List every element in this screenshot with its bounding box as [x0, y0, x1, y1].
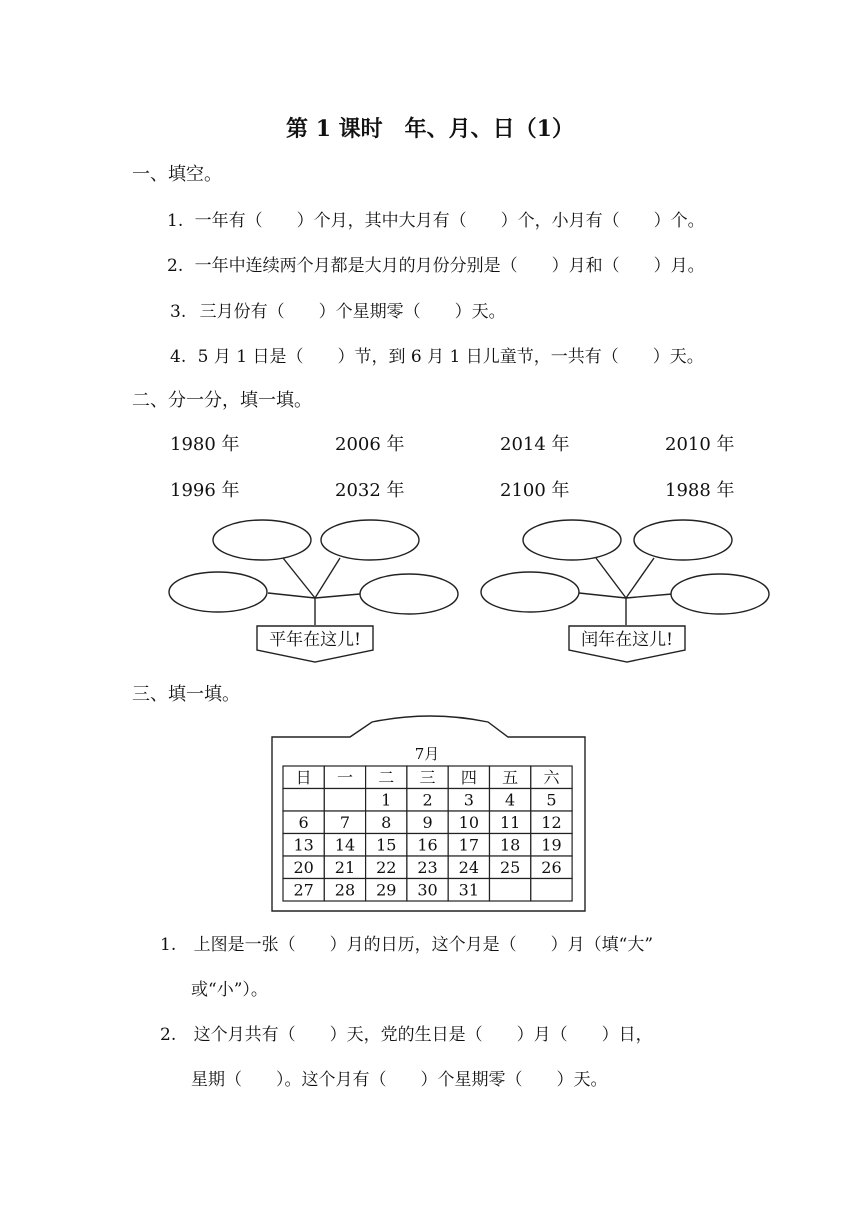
section-3-heading: 三、填一填。	[132, 684, 240, 705]
calendar-day: 3	[463, 790, 474, 810]
question-3-1	[160, 930, 653, 955]
calendar-day-cell	[283, 789, 324, 812]
calendar-day: 20	[293, 858, 314, 877]
calendar-day: 29	[376, 880, 397, 900]
year-item: 2006 年	[335, 434, 405, 455]
calendar-day-cell	[490, 879, 531, 902]
calendar-day: 25	[499, 858, 521, 877]
calendar-weekday: 一	[336, 768, 353, 787]
calendar-day: 21	[334, 858, 356, 877]
question-3-1-continued: 或“小”）。	[191, 980, 268, 1000]
section-1-heading: 一、填空。	[132, 164, 222, 185]
calendar-day: 11	[499, 813, 521, 832]
page-title: 第 1 课时 年、月、日（1）	[286, 116, 574, 142]
calendar-day: 13	[293, 835, 314, 855]
calendar-day: 9	[422, 813, 433, 832]
calendar-day: 30	[417, 880, 438, 900]
year-item: 2100 年	[500, 480, 570, 501]
calendar-day: 10	[458, 813, 480, 832]
year-item: 2032 年	[335, 480, 405, 501]
calendar-weekday: 日	[295, 768, 312, 787]
calendar-weekday: 六	[543, 768, 560, 787]
calendar-month: 7月	[414, 745, 440, 763]
question-number: 3.	[170, 302, 187, 322]
calendar-day: 31	[458, 880, 480, 900]
calendar-day: 24	[458, 858, 480, 877]
year-item: 1980 年	[170, 434, 240, 455]
calendar-day: 19	[541, 835, 562, 855]
leap-year-label: 闰年在这儿!	[581, 630, 673, 650]
question-number: 4.	[170, 347, 187, 367]
year-item: 2010 年	[665, 434, 735, 455]
question-number: 1.	[167, 211, 184, 231]
question-number: 2.	[160, 1025, 177, 1045]
calendar-weekday: 五	[502, 768, 519, 787]
calendar-day: 17	[458, 835, 480, 855]
calendar-day: 14	[334, 835, 356, 855]
question-3-2-continued: 星期（ ）。这个月有（ ）个星期零（ ）天。	[191, 1070, 608, 1090]
calendar-day: 7	[339, 813, 351, 832]
question-text: 这个月共有（ ）天，党的生日是（ ）月（ ）日，	[193, 1025, 653, 1045]
calendar-day: 12	[541, 813, 562, 832]
question-text: 三月份有（ ）个星期零（ ）天。	[199, 302, 506, 322]
year-item: 1988 年	[665, 480, 735, 501]
calendar-day: 27	[293, 880, 314, 900]
calendar-day-cell	[324, 789, 365, 812]
calendar-day: 26	[541, 858, 562, 877]
question-text: 上图是一张（ ）月的日历，这个月是（ ）月（填“大”	[193, 935, 654, 955]
question-number: 2.	[167, 256, 184, 276]
question-text: 一年有（ ）个月，其中大月有（ ）个，小月有（ ）个。	[194, 211, 705, 231]
calendar-day: 2	[422, 790, 433, 810]
question-number: 1.	[160, 935, 177, 955]
question-3-2	[160, 1020, 653, 1045]
calendar-day: 18	[499, 835, 521, 855]
common-year-label: 平年在这儿!	[269, 630, 361, 650]
calendar-day: 8	[381, 813, 392, 832]
calendar-day: 15	[376, 835, 397, 855]
calendar-day: 6	[298, 813, 309, 832]
calendar-weekday: 二	[378, 768, 395, 787]
calendar-day: 23	[417, 858, 438, 877]
year-item: 2014 年	[500, 434, 570, 455]
calendar-day: 22	[376, 858, 397, 877]
question-text: 5 月 1 日是（ ）节，到 6 月 1 日儿童节，一共有（ ）天。	[197, 347, 704, 367]
section-2-heading: 二、分一分，填一填。	[132, 390, 312, 411]
calendar-day: 5	[546, 790, 557, 810]
calendar-day: 4	[505, 790, 516, 810]
calendar-day: 28	[334, 880, 356, 900]
calendar-day-cell	[531, 879, 572, 902]
calendar-weekday: 四	[460, 768, 477, 787]
calendar-day: 16	[417, 835, 438, 855]
year-item: 1996 年	[170, 480, 240, 501]
calendar-weekday: 三	[419, 768, 436, 787]
calendar-day: 1	[381, 790, 392, 810]
question-text: 一年中连续两个月都是大月的月份分别是（ ）月和（ ）月。	[194, 256, 705, 276]
